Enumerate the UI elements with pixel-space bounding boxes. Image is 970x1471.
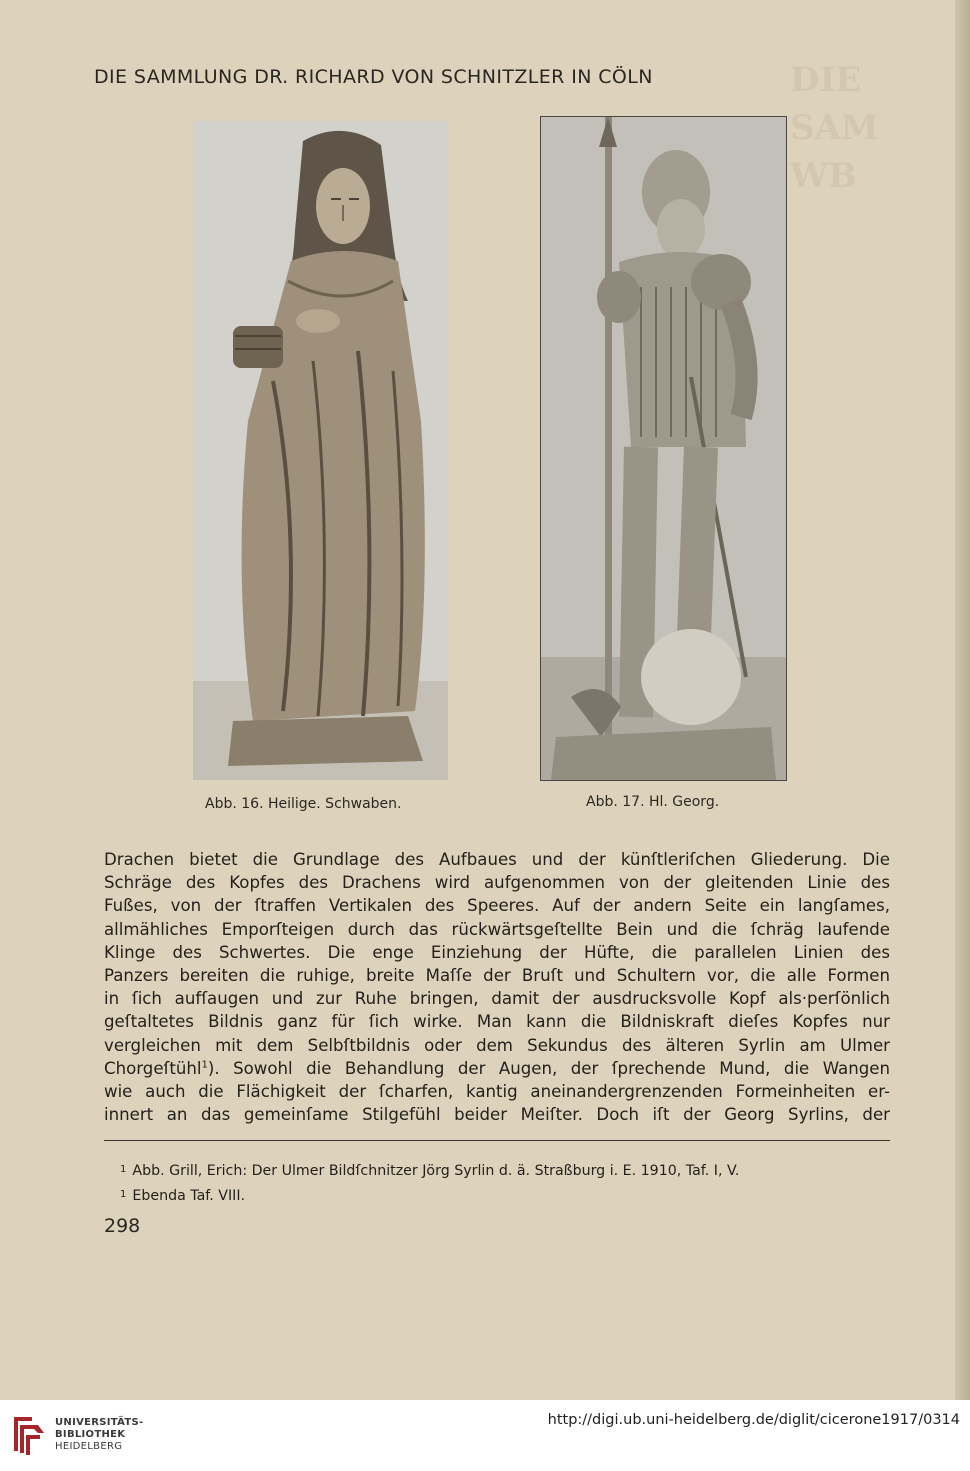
bleed-through-line: DIE SAM: [790, 60, 879, 148]
footnote: [120, 1183, 739, 1208]
bleed-through-text: [790, 56, 960, 200]
logo-line: UNIVERSITÄTS-: [55, 1417, 144, 1428]
figure-16-caption: Abb. 16. Heilige. Schwaben.: [205, 796, 402, 812]
text-line: wie auch die Flächigkeit der ſcharfen, kantig aneinandergrenzenden Formeinheiten er-: [104, 1081, 890, 1101]
text-line-with-footnote: [104, 1057, 890, 1080]
running-header: DIE SAMMLUNG DR. RICHARD VON SCHNITZLER IN CÖLN: [94, 66, 653, 88]
text-segment: Chorgeſtühl: [104, 1058, 202, 1078]
text-line: vergleichen mit dem Selbſtbildnis oder dem Sekundus des älteren Syrlin am Ulmer: [104, 1035, 890, 1055]
text-line: Klinge des Schwertes. Die enge Einziehung der Hüfte, die parallelen Linien des: [104, 942, 890, 962]
source-url-link[interactable]: http://digi.ub.uni-heidelberg.de/diglit/cicerone1917/0314: [547, 1412, 960, 1428]
page-number: 298: [104, 1215, 141, 1237]
figure-17-caption: Abb. 17. Hl. Georg.: [586, 794, 720, 810]
footnote-reference: 1: [201, 1059, 208, 1071]
logo-line: HEIDELBERG: [55, 1441, 123, 1452]
text-line: geſtaltetes Bildnis ganz für ſich wirke. Man kann die Bildniskraft dieſes Kopfes nur: [104, 1012, 890, 1032]
figure-17-photo: [540, 116, 787, 781]
text-line: Fußes, von der ſtraffen Vertikalen des Speeres. Auf der andern Seite ein langſames,: [104, 896, 890, 916]
figure-16-photo: [193, 121, 448, 780]
library-logo-icon: [10, 1413, 48, 1457]
saint-statue-illustration: [193, 121, 448, 780]
bleed-through-line: WB: [790, 156, 857, 196]
footer-bar: [0, 1400, 970, 1471]
footnotes: [120, 1158, 739, 1208]
st-george-statue-illustration: [541, 117, 786, 780]
footnote-mark: 1: [120, 1189, 127, 1200]
footnote-separator: [104, 1140, 890, 1141]
footnote-mark: 1: [120, 1164, 127, 1175]
page-edge-shadow: [955, 0, 970, 1471]
text-line: Panzers bereiten die ruhige, breite Maſſe der Bruſt und Schultern vor, die alle Formen: [104, 965, 890, 985]
footnote-text: Abb. Grill, Erich: Der Ulmer Bildſchnitzer Jörg Syrlin d. ä. Straßburg i. E. 1910, Taf. I, V.: [132, 1163, 740, 1179]
text-line: allmähliches Emporſteigen durch das rückwärtsgeſtellte Bein und die ſchräg laufende: [104, 919, 890, 939]
logo-line: BIBLIOTHEK: [55, 1429, 126, 1440]
text-segment: ). Sowohl die Behandlung der Augen, der ſprechende Mund, die Wangen: [207, 1058, 890, 1078]
text-line: innert an das gemeinſame Stilgefühl beider Meiſter. Doch iſt der Georg Syrlins, der: [104, 1105, 890, 1125]
text-line: in ſich aufſaugen und zur Ruhe bringen, damit der ausdrucksvolle Kopf als·perſönlich: [104, 989, 890, 1009]
text-line: Schräge des Kopfes des Drachens wird aufgenommen von der gleitenden Linie des: [104, 873, 890, 893]
body-paragraph: [104, 848, 890, 1126]
library-logo-text: [55, 1417, 144, 1453]
footnote: [120, 1158, 739, 1183]
footnote-text: Ebenda Taf. VIII.: [132, 1188, 246, 1204]
text-line: Drachen bietet die Grundlage des Aufbaues und der künſtleriſchen Gliederung. Die: [104, 850, 890, 869]
